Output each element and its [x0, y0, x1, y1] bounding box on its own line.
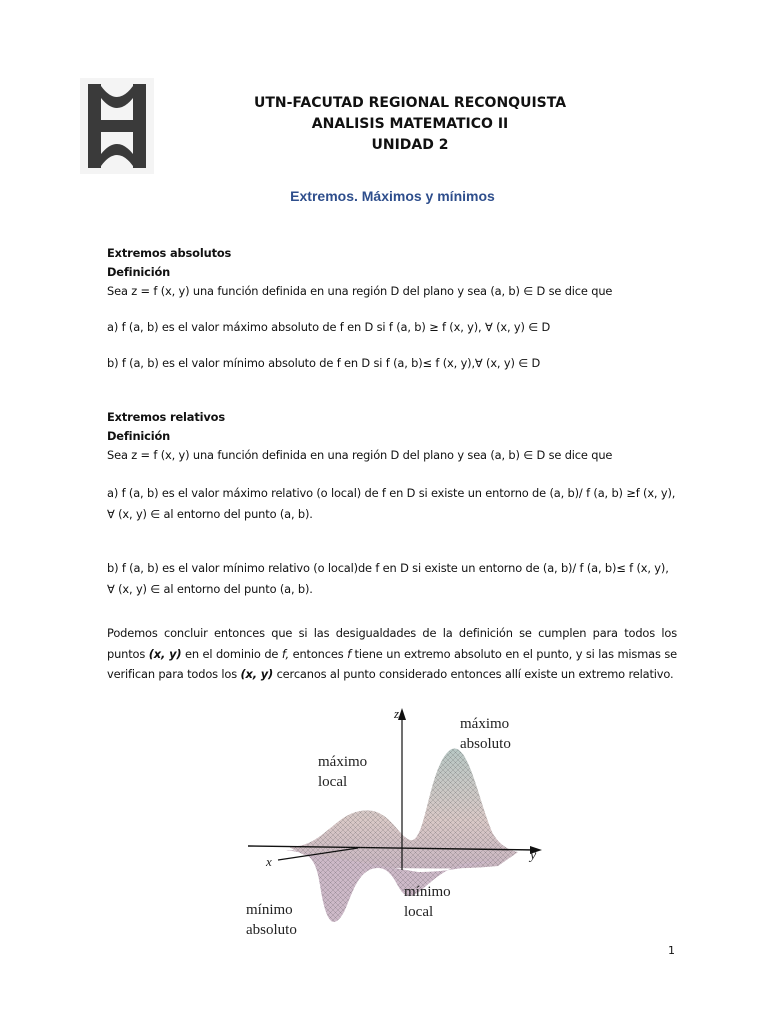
z-axis-label: z	[394, 706, 400, 721]
label-maximo-absoluto: máximo absoluto	[460, 716, 511, 752]
heading-extremos-relativos: Extremos relativos	[107, 410, 225, 424]
definition-label: Definición	[107, 265, 171, 279]
header-line-course: ANALISIS MATEMATICO II	[311, 116, 509, 132]
relativos-item-b-line1: b) f (a, b) es el valor mínimo relativo (o local)de f en D si existe un entorno de (a, b)/ f (a, b)≤ f (x, y),	[107, 561, 669, 575]
page-number: 1	[668, 944, 675, 957]
utn-logo	[80, 78, 154, 174]
label-minimo-absoluto: mínimo absoluto	[246, 902, 297, 938]
relativos-item-a-line2: ∀ (x, y) ∈ al entorno del punto (a, b).	[107, 507, 313, 521]
x-axis-label: x	[266, 854, 272, 869]
relativos-item-b-line2: ∀ (x, y) ∈ al entorno del punto (a, b).	[107, 582, 313, 596]
label-maximo-local: máximo local	[318, 754, 368, 790]
surface-extrema-figure	[238, 700, 558, 945]
conclusion-paragraph: Podemos concluir entonces que si las desigualdades de la definición se cumplen para todos los puntos (x, y) en el dominio de f, entonces f tiene un extremo absoluto en el punto, y si las mismas se verifican para todos los (x, y) cercanos al punto considerado entonces allí existe un extremo relativo.	[107, 626, 677, 681]
absolutos-item-b: b) f (a, b) es el valor mínimo absoluto de f en D si f (a, b)≤ f (x, y),∀ (x, y) ∈ D	[107, 356, 541, 370]
definition-label: Definición	[107, 429, 171, 443]
header-line-institution: UTN-FACUTAD REGIONAL RECONQUISTA	[253, 95, 567, 111]
relativos-item-a-line1: a) f (a, b) es el valor máximo relativo (o local) de f en D si existe un entorno de (a, b)/ f (a, b) ≥f (x, y),	[107, 486, 676, 500]
label-minimo-local: mínimo local	[404, 884, 451, 920]
section-title: Extremos. Máximos y mínimos	[290, 188, 495, 204]
header-line-unit: UNIDAD 2	[371, 137, 449, 153]
relativos-intro: Sea z = f (x, y) una función definida en una región D del plano y sea (a, b) ∈ D se dice que	[107, 448, 613, 462]
absolutos-intro: Sea z = f (x, y) una función definida en una región D del plano y sea (a, b) ∈ D se dice que	[107, 284, 613, 298]
y-axis-label: y	[530, 848, 537, 863]
heading-extremos-absolutos: Extremos absolutos	[107, 246, 232, 260]
absolutos-item-a: a) f (a, b) es el valor máximo absoluto de f en D si f (a, b) ≥ f (x, y), ∀ (x, y) ∈ D	[107, 320, 551, 334]
